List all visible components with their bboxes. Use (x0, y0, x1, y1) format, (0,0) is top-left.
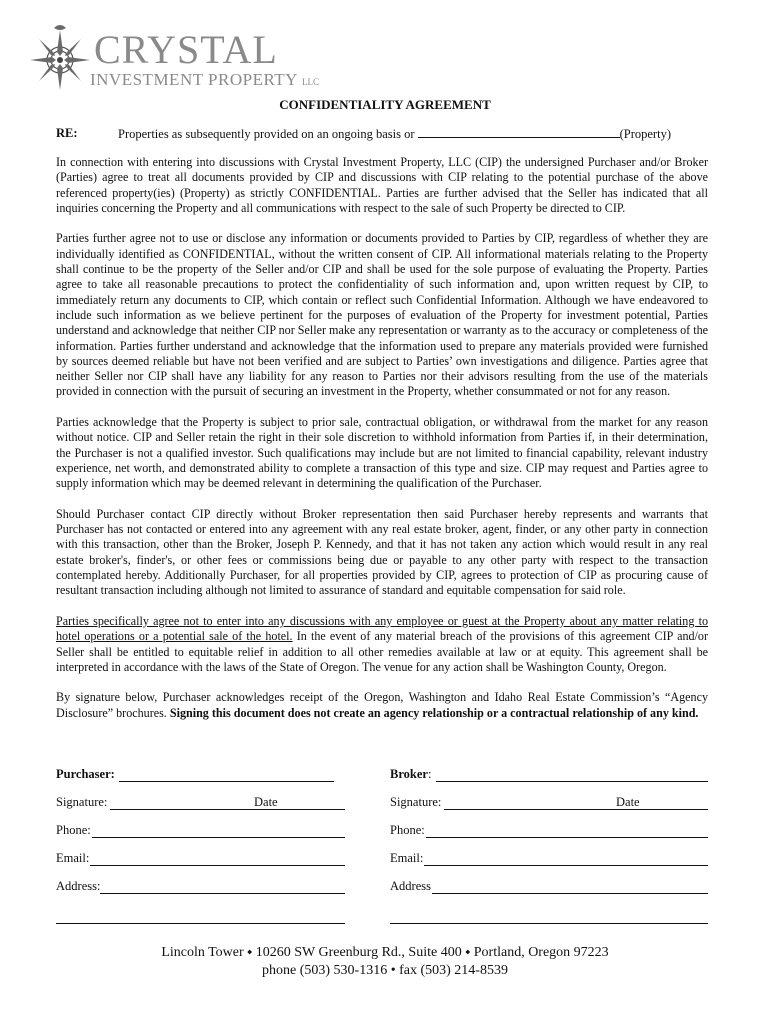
broker-phone-field[interactable] (426, 837, 708, 838)
paragraph-agency-bold: Signing this document does not create an agency relationship or a contractual relationship of any kind. (169, 705, 699, 720)
broker-signature-label: Signature: (390, 795, 442, 809)
property-blank-field[interactable] (418, 126, 620, 138)
paragraph-prior-sale: Parties acknowledge that the Property is subject to prior sale, contractual obligation, or withdrawal from the market for any reason without notice. CIP and Seller retain the right in their sole discretion to withhold information from Parties if, in their determination, the Purchaser is not a qualified investor. Such qualifications may include but are not limited to financial capability, relevant industry experience, net worth, and demonstrated ability to complete a transaction of this type and size. CIP may request and Parties agree to supply information which may be deemed relevant in determining the qualification of the Purchaser. (56, 415, 708, 491)
agreement-body (56, 155, 708, 736)
bullet-separator-icon: • (390, 963, 396, 978)
broker-signature-field[interactable] (444, 809, 708, 810)
logo-suffix: LLC (302, 77, 320, 87)
paragraph-agency-plain: By signature below, Purchaser acknowledges receipt of the Oregon, Washington and Idaho Real Estate Commission’s “Agency Disclosure” brochures. (56, 690, 708, 720)
purchaser-signature-field[interactable] (110, 809, 345, 810)
footer-street: 10260 SW Greenburg Rd., Suite 400 (255, 945, 462, 960)
paragraph-intro: In connection with entering into discussions with Crystal Investment Property, LLC (CIP) the undersigned Purchaser and/or Broker (Parties) agree to treat all documents provided by CIP and discussions with CIP relating to the potential purchase of the above referenced property(ies) (Property) as strictly CONFIDENTIAL. Parties are further advised that the Seller has indicated that all inquiries concerning the Property and all communications with respect to the sale of such Property be directed to CIP. (56, 155, 708, 215)
paragraph-remedies-rest: In the event of any material breach of the provisions of this agreement CIP and/or Seller shall be entitled to equitable relief in addition to all other remedies available at law or at equity. This agreement shall be interpreted in accordance with the laws of the State of Oregon. The venue for any action shall be Washington County, Oregon. (56, 629, 708, 674)
broker-field[interactable] (436, 781, 708, 782)
broker-phone-label: Phone: (390, 823, 425, 837)
paragraph-remedies (56, 614, 708, 675)
form-row-signature (56, 795, 708, 813)
purchaser-email-label: Email: (56, 851, 90, 865)
footer-line-1 (0, 944, 770, 962)
logo-brand-name: CRYSTAL (94, 27, 278, 72)
logo-subtitle-text: INVESTMENT PROPERTY (90, 70, 298, 89)
purchaser-date-label: Date (254, 795, 278, 809)
form-row-address (56, 879, 708, 897)
company-logo (24, 22, 320, 92)
re-text (118, 126, 671, 142)
broker-colon: : (427, 767, 432, 781)
broker-address-field[interactable] (432, 893, 708, 894)
paragraph-broker-representation: Should Purchaser contact CIP directly without Broker representation then said Purchaser hereby represents and warrants that Purchaser has not contacted or entered into any agreement with any real estate broker, agent, finder, or any other party in connection with this transaction, other than the Broker, Joseph P. Kennedy, and that it has not taken any action which would result in any real estate broker's, finder's, or other fees or commissions being due or payable to any other party with respect to the transaction contemplated hereby. Additionally Purchaser, for all properties provided by CIP, agrees to protection of CIP as procuring cause of resultant transaction including although not limited to assurance of standard and equitable compensation for said role. (56, 506, 708, 598)
paragraph-nondisclosure: Parties further agree not to use or disclose any information or documents provided to Parties by CIP, regardless of whether they are individually identified as CONFIDENTIAL, without the written consent of CIP. All informational materials relating to the Property shall continue to be the property of the Seller and/or CIP and shall be used for the sole purpose of evaluating the Property. Parties agree to take all reasonable precautions to protect the confidentiality of such information and, upon written request by CIP, to immediately return any documents to CIP, which contain or reflect such Confidential Information. Although we have endeavored to include such information as we believe pertinent for the purposes of evaluation of the Property for investment potential, Parties understand and acknowledge that neither CIP nor Seller make any representation or warranty as to the accuracy or completeness of the information. Parties further understand and acknowledge that the information used to prepare any materials provided were furnished by sources deemed reliable but have not been verified and are subject to Parties’ own investigations and diligence. Parties agree that neither Seller nor CIP shall have any liability for any reason to Parties nor their advisors resulting from the use of the materials provided in connection with the pursuit of securing an investment in the Property, whether consummated or not for any reason. (56, 231, 708, 399)
purchaser-phone-label: Phone: (56, 823, 91, 837)
form-row-address-2 (56, 909, 708, 927)
broker-address-line2-field[interactable] (390, 923, 708, 924)
purchaser-field[interactable] (119, 781, 334, 782)
re-text-before: Properties as subsequently provided on an ongoing basis or (118, 127, 415, 141)
footer-phone: phone (503) 530-1316 (262, 963, 388, 978)
document-title: CONFIDENTIALITY AGREEMENT (279, 97, 491, 112)
paragraph-agency-disclosure (56, 690, 708, 721)
form-row-names (56, 767, 708, 785)
footer-line-2 (0, 962, 770, 980)
purchaser-address-field[interactable] (100, 893, 345, 894)
purchaser-phone-field[interactable] (92, 837, 345, 838)
re-label: RE: (56, 126, 78, 140)
purchaser-email-field[interactable] (90, 865, 345, 866)
purchaser-signature-label: Signature: (56, 795, 108, 809)
broker-date-label: Date (616, 795, 640, 809)
compass-star-icon (24, 22, 96, 94)
purchaser-address-line2-field[interactable] (56, 923, 345, 924)
diamond-separator-icon: ⬩ (465, 945, 471, 960)
form-row-email (56, 851, 708, 869)
broker-email-field[interactable] (424, 865, 708, 866)
broker-label: Broker (390, 767, 428, 781)
broker-email-label: Email: (390, 851, 424, 865)
broker-label-group (390, 767, 431, 785)
footer-building: Lincoln Tower (161, 945, 244, 960)
paragraph-remedies-underlined: Parties specifically agree not to enter into any discussions with any employee or guest at the Property about any matter relating to hotel operations or a potential sale of the hotel. (56, 613, 708, 644)
footer-fax: fax (503) 214-8539 (399, 963, 508, 978)
footer-address (0, 944, 770, 980)
re-text-after: (Property) (619, 127, 671, 141)
form-row-phone (56, 823, 708, 841)
diamond-separator-icon: ⬩ (247, 945, 253, 960)
footer-city: Portland, Oregon 97223 (473, 945, 609, 960)
purchaser-label: Purchaser: (56, 767, 115, 781)
logo-subtitle (90, 70, 319, 90)
broker-address-label: Address (390, 879, 431, 893)
purchaser-address-label: Address: (56, 879, 101, 893)
